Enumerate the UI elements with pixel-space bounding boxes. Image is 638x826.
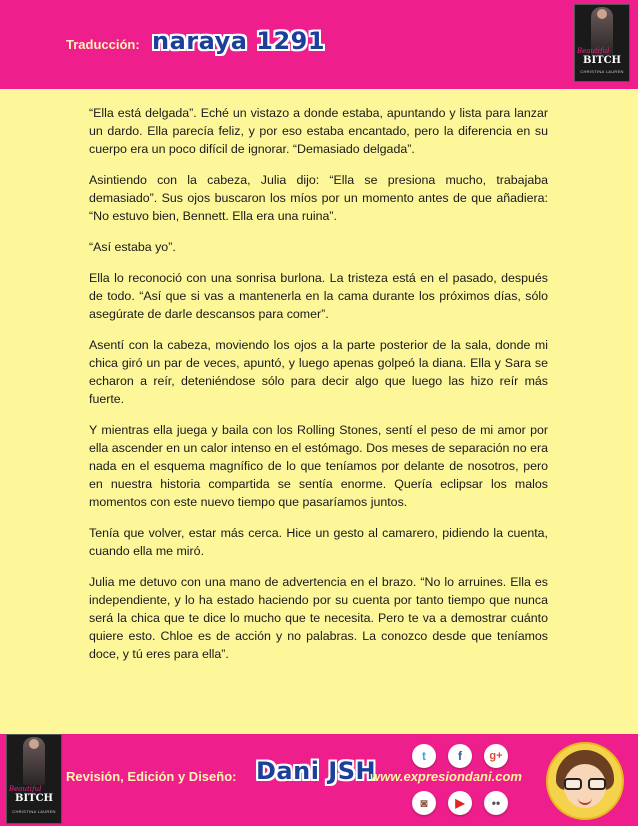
avatar: [546, 742, 624, 820]
paragraph: Y mientras ella juega y baila con los Rolling Stones, sentí el peso de mi amor por ella ascender en un calor intenso en el estómago. Dos meses de separación no era nada en el esquema magnífico de lo que teníamos por delante de nosotros, pero en nuestra historia compartida se sentía enorme. Quería eclipsar los malos momentos con este nuevo tiempo que pasaríamos juntos.: [89, 423, 548, 509]
cover-author-text: CHRISTINA LAUREN: [580, 69, 624, 74]
paragraph: Ella lo reconoció con una sonrisa burlona. La tristeza está en el pasado, después de todo. “Así que si vas a mantenerla en la cama durante los próximos días, sólo asegúrate de darle descansos para comer”.: [89, 271, 548, 321]
cover-script-text: Beautiful: [577, 47, 610, 55]
paragraph: “Ella está delgada”. Eché un vistazo a donde estaba, apuntando y lista para lanzar un dardo. Ella parecía feliz, y por eso estaba encantado, pero la diferencia en su cuerpo era un poco difícil de ignorar. “Demasiado delgada”.: [89, 106, 548, 156]
cover-title-text: BITCH: [583, 55, 621, 66]
cover-author-text: CHRISTINA LAUREN: [12, 809, 56, 814]
facebook-icon[interactable]: f: [448, 744, 472, 768]
credits-label: Revisión, Edición y Diseño:: [66, 769, 237, 784]
paragraph: Asintiendo con la cabeza, Julia dijo: “Ella se presiona mucho, trabajaba demasiado”. Sus ojos buscaron los míos por un momento antes de que añadiera: “No estuvo bien, Bennett. Ella era una ruina”.: [89, 173, 548, 223]
flickr-icon[interactable]: ••: [484, 791, 508, 815]
cover-figure-icon: [23, 737, 45, 785]
paragraph: Julia me detuvo con una mano de advertencia en el brazo. “No lo arruines. Ella es independiente, y lo ha estado haciendo por su cuenta por tanto tiempo que nunca será la chica que te dice lo mucho que te necesita. Pero te va a demostrar cuánto quiere esto. Chloe es de acción y no palabras. La conozco desde que teníamos doce, y tú eres para ella”.: [89, 575, 548, 661]
cover-title-text: BITCH: [15, 793, 53, 804]
twitter-icon[interactable]: t: [412, 744, 436, 768]
translator-name: naraya 1291: [152, 27, 326, 55]
book-cover-image: [574, 4, 630, 82]
paragraph: Asentí con la cabeza, moviendo los ojos a la parte posterior de la sala, donde mi chica giró un par de veces, apuntó, y luego apenas golpeó la diana. Ella y Sara se echaron a reír, deteniéndose sólo para decir algo que luego las hizo reír más fuerte.: [89, 338, 548, 406]
translation-label: Traducción:: [66, 37, 140, 52]
glasses-icon: [562, 778, 608, 792]
page-content: [89, 104, 548, 676]
google-plus-icon[interactable]: g+: [484, 744, 508, 768]
instagram-icon[interactable]: ◙: [412, 791, 436, 815]
book-cover-image-footer: [6, 734, 62, 824]
paragraph: Tenía que volver, estar más cerca. Hice un gesto al camarero, pidiendo la cuenta, cuando ella me miró.: [89, 526, 548, 558]
youtube-icon[interactable]: ▶: [448, 791, 472, 815]
website-link[interactable]: www.expresiondani.com: [370, 769, 522, 784]
designer-name: Dani JSH: [256, 757, 377, 785]
cover-script-text: Beautiful: [9, 785, 42, 793]
paragraph: “Así estaba yo”.: [89, 240, 176, 254]
